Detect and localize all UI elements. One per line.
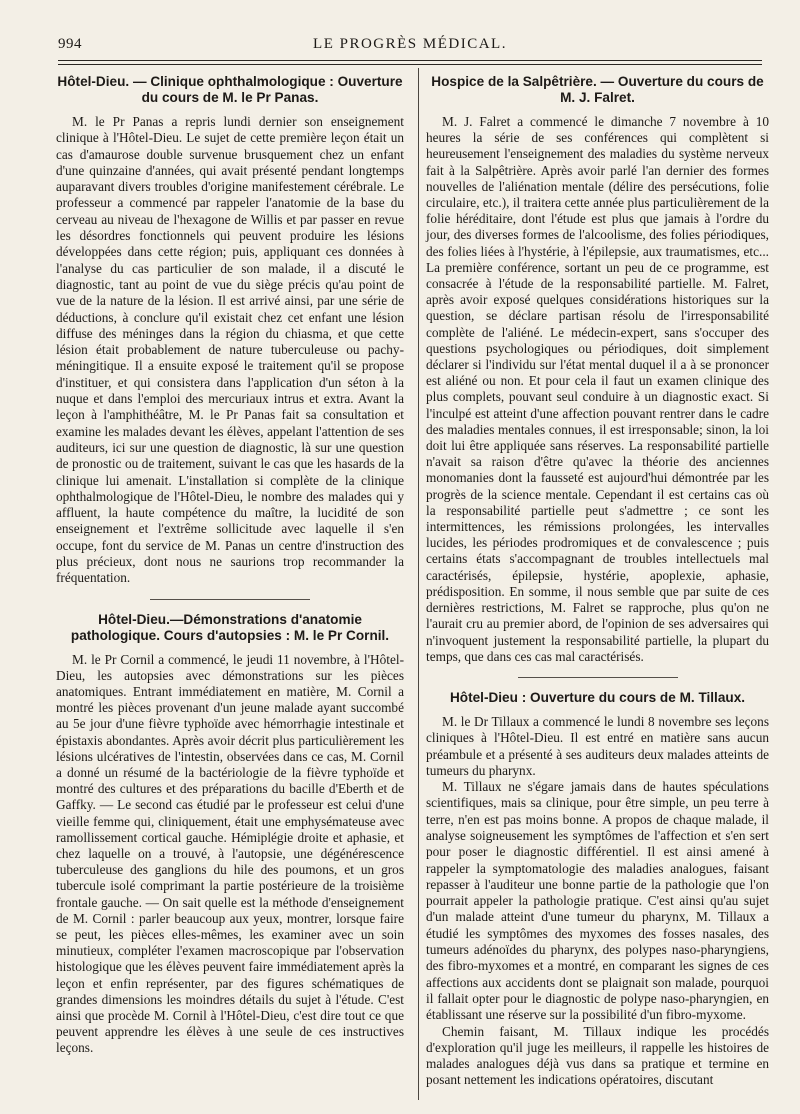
article-title: Hospice de la Salpêtrière. — Ouverture du cours de M. J. Falret. <box>431 74 764 105</box>
article-title: Hôtel-Dieu : Ouverture du cours de M. Tillaux. <box>449 689 746 705</box>
article-paragraph: M. Tillaux ne s'égare jamais dans de hautes spéculations scientifiques, mais sa clinique, pour être simple, un peu terre à terre, n'en est pas moins bonne. A propos de chaque malade, il analyse soigneusement les symptômes de l'affection et s'en sert pour poser le diagnostic différentiel. Il est ainsi amené à rappeler la symptomatologie des maladies analogues, faisant repasser à l'auditeur une bonne partie de la pathologie que l'on pourrait appeler la pathologie pratique. C'est ainsi qu'au sujet d'un malade atteint d'une tumeur du pharynx, M. Tillaux a étudié les symptômes des myxomes des fosses nasales, des tumeurs adénoïdes du pharynx, des polypes naso-pharyngiens, des fibro-myxomes et a montré, en comparant les signes de ces affections aux accidents dont se plaignait son malade, pourquoi il fallait opter pour le diagnostic de polype naso-pharyngien, en établissant une réserve sur la possibilité d'un fibro-myxome. <box>426 779 769 1023</box>
article-paragraph: M. le Dr Tillaux a commencé le lundi 8 novembre ses leçons cliniques à l'Hôtel-Dieu. Il est entré en matière sans aucun préambule et a présenté à ses auditeurs deux malades atteints de tumeurs du pharynx. <box>426 713 769 778</box>
page-number: 994 <box>58 36 82 52</box>
running-head <box>58 34 762 56</box>
article-body <box>56 652 404 1057</box>
journal-title: LE PROGRÈS MÉDICAL. <box>313 36 507 52</box>
article-panas <box>56 74 404 587</box>
article-cornil <box>56 612 404 1057</box>
article-paragraph: M. le Pr Cornil a commencé, le jeudi 11 novembre, à l'Hôtel-Dieu, les autopsies avec démonstrations sur les pièces anatomiques. Entrant immédiatement en matière, M. Cornil a montré les pièces provenant d'un jeune malade ayant succombé au 5e jour d'une fièvre typhoïde avec hémorrhagie intestinale et épistaxis abondantes. Après avoir décrit plus particulièrement les lésions ulcératives de l'intestin, observées dans ce cas, M. Cornil a donné un résumé de la bactériologie de la fièvre typhoïde et montré des cultures et des préparations du bacille d'Eberth et de Gaffky. — Le second cas étudié par le professeur est celui d'une vieille femme qui, cliniquement, était une emphysémateuse avec ramollissement cortical gauche. Hémiplégie droite et aphasie, et chez laquelle on a trouvé, à l'autopsie, une dégénérescence tuberculeuse des ganglions du hile des poumons, et un gros tubercule isolé comprimant la partie postérieure de la troisième frontale gauche. — On sait quelle est la méthode d'enseignement de M. Cornil : parler beaucoup aux yeux, montrer, lorsque faire se peut, les pièces elles-mêmes, les examiner avec un soin minutieux, compléter l'examen macroscopique par l'observation histologique que les élèves peuvent faire immédiatement après la leçon et enfin représenter, par des figures schématiques de grandes dimensions les moindres détails du sujet à l'étude. C'est ainsi que procède M. Cornil à l'Hôtel-Dieu, c'est dire tout ce que peuvent apprendre les élèves à une seule de ces instructives leçons. <box>56 651 404 1056</box>
article-paragraph: M. J. Falret a commencé le dimanche 7 novembre à 10 heures la série de ses conférences qui complètent si heureusement l'enseignement des maladies du système nerveux fait à la Salpêtrière. Après avoir parlé l'an dernier des formes nouvelles de l'aliénation mentale (délire des persécutions, folie circulaire, etc.), il traitera cette année plus particulièrement de la folie héréditaire, dont l'étude est plus que jamais à l'ordre du jour, des diverses formes de l'alcoolisme, des folies périodiques, des folies liées à l'hystérie, à l'épilepsie, aux traumatismes, etc... La première conférence, sortant un peu de ce programme, est consacrée à l'étude de la responsabilité partielle. M. Falret, après avoir exposé quelques considérations historiques sur la question, se déclare partisan résolu de l'irresponsabilité complète de l'aliéné. Le médecin-expert, sans s'occuper des questions psychologiques ou périodiques, doit simplement déclarer si l'individu sur l'état mental duquel il a à se prononcer est aliéné ou non. Et pour cela il faut un examen clinique des plus complets, pouvant seul conduire à un diagnostic exact. Si l'inculpé est atteint d'une affection pouvant rentrer dans le cadre des maladies mentales connues, il est irresponsable; sinon, la loi doit lui être appliquée sans réserves. La responsabilité partielle n'avait sa raison d'être qu'avec la théorie des anciennes monomanies dont la fausseté est aujourd'hui démontrée par les progrès de la science mentale. Cependant il est certains cas où la responsabilité partielle peut s'admettre ; ce sont les intermittences, les rémissions prolongées, les intervalles lucides, les périodes prodromiques et de convalescence ; puis certains états s'accompagnant de troubles intellectuels mal caractérisés, épilepsie, hystérie, apoplexie, aphasie, prédisposition. En somme, il nous semble que par suite de ces dernières restrictions, M. Falret se rapproche, plus qu'on ne l'aurait cru au premier abord, de l'opinion de ses adversaires qui n'invoquent justement la responsabilité partielle, la plupart du temps, que dans ces cas mal caractérisés. <box>426 114 769 664</box>
article-separator <box>150 599 310 600</box>
article-title: Hôtel-Dieu.—Démonstrations d'anatomie pathologique. Cours d'autopsies : M. le Pr Cornil. <box>70 611 390 643</box>
article-falret <box>426 74 769 665</box>
article-paragraph: Chemin faisant, M. Tillaux indique les procédés d'exploration qu'il juge les meilleurs, il rappelle les histoires de malades analogues déjà vus dans sa pratique et termine en posant nettement les indications opératoires, discutant <box>426 1023 769 1088</box>
header-rule <box>58 60 762 65</box>
column-divider <box>418 68 419 1100</box>
article-tillaux <box>426 690 769 1089</box>
article-body <box>426 114 769 665</box>
article-paragraph: M. le Pr Panas a repris lundi dernier son enseignement clinique à l'Hôtel-Dieu. Le sujet de cette première leçon était un cas d'amaurose double survenue brusquement chez un enfant d'une quinzaine d'années, qui avait présenté pendant longtemps auparavant divers troubles d'origine manifestement cérébrale. Le professeur a commencé par rappeler l'anatomie de la base du cerveau au niveau de l'hexagone de Willis et par passer en revue les désordres fonctionnels qui peuvent produire les lésions développées dans cette région; puis, appliquant ces données à l'analyse du cas particulier de son malade, il a discuté le diagnostic, tant au point de vue du siège précis qu'au point de vue de la nature de la lésion. Il est arrivé ainsi, par une série de déductions, à conclure qu'il existait chez cet enfant une lésion diffuse des méninges dans la région du chiasma, et que cette lésion était probablement de nature tuberculeuse ou pachy-méningitique. Il a ensuite exposé le traitement qu'il se propose d'instituer, et qui consistera dans l'application d'un séton à la nuque et dans l'emploi des mercuriaux intrus et extra. Avant la leçon à l'amphithéâtre, M. le Pr Panas fait sa consultation et examine les malades devant les élèves, appelant l'attention de ses auditeurs, ici sur une question de diagnostic, là sur une question de pronostic ou de traitement, suivant le cas que les hasards de la clinique lui amenait. L'installation si complète de la clinique ophthalmologique de l'Hôtel-Dieu, le nombre des malades qui y affluent, la haute compétence du maître, la lucidité de son enseignement et l'extrême sollicitude avec laquelle il s'en occupe, font du service de M. Panas un centre d'instruction des plus précieux, dont nous ne saurions trop recommander la fréquentation. <box>56 114 404 586</box>
article-separator <box>518 677 678 678</box>
article-title: Hôtel-Dieu. — Clinique ophthalmologique : Ouverture du cours de M. le Pr Panas. <box>57 74 403 105</box>
right-column <box>426 70 769 1089</box>
article-body <box>56 114 404 587</box>
left-column <box>56 70 404 1057</box>
article-body <box>426 714 769 1089</box>
